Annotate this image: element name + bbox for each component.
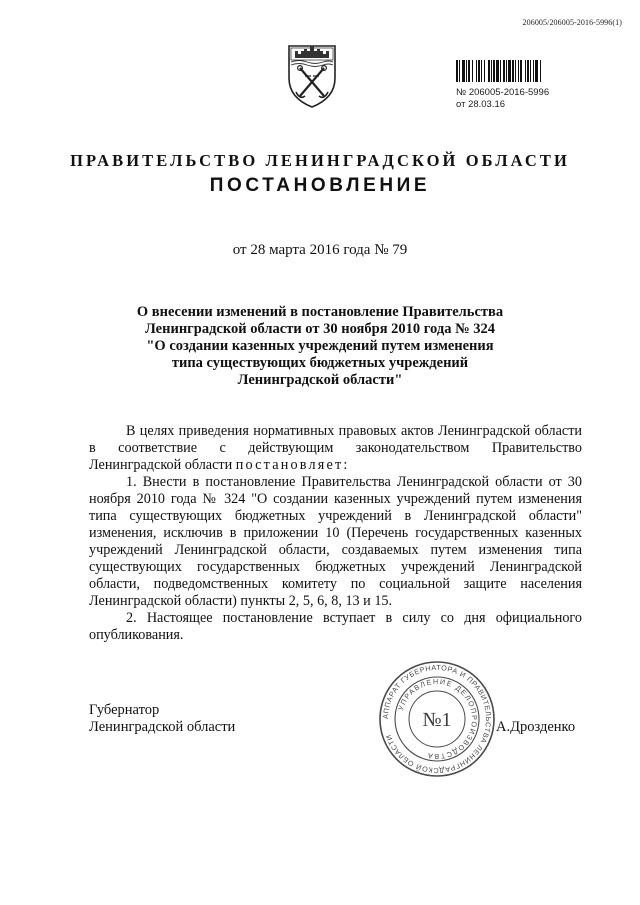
subject-line: "О создании казенных учреждений путем изменения (146, 338, 494, 354)
preamble-lead: постановляет: (235, 457, 350, 473)
signatory-position (89, 702, 235, 736)
preamble-text: В целях приведения нормативных правовых актов Ленинградской области в соответствие с действующим законодательством Правительство Ленинградской области (89, 423, 582, 473)
preamble-paragraph (89, 423, 582, 474)
subject-line: Ленинградской области от 30 ноября 2010 года № 324 (144, 321, 496, 337)
subject-line: О внесении изменений в постановление Правительства (136, 304, 504, 320)
registration-date: от 28.03.16 (456, 99, 506, 110)
stamp-center-text: №1 (422, 709, 452, 731)
official-stamp (378, 660, 496, 778)
position-line: Губернатор (89, 702, 160, 718)
stamp-inner-text: УПРАВЛЕНИЕ ДЕЛОПРОИЗВОДСТВА (396, 676, 480, 762)
government-title: ПРАВИТЕЛЬСТВО ЛЕНИНГРАДСКОЙ ОБЛАСТИ (70, 151, 570, 170)
decree-body (89, 423, 582, 644)
registration-block (456, 87, 549, 111)
decree-subject (100, 304, 540, 389)
barcode-bar (541, 60, 542, 82)
subject-line: типа существующих бюджетных учреждений (171, 355, 469, 371)
position-line: Ленинградской области (89, 719, 236, 735)
document-reference: 206005/206005-2016-5996(1) (522, 18, 622, 27)
stamp-outer-text: АППАРАТ ГУБЕРНАТОРА И ПРАВИТЕЛЬСТВА ЛЕНИНГРАДСКОЙ ОБЛАСТИ (380, 662, 494, 776)
registration-number: № 206005-2016-5996 (456, 87, 550, 98)
item-2-paragraph: 2. Настоящее постановление вступает в силу со дня официального опубликования. (89, 610, 582, 643)
barcode (456, 60, 612, 82)
item-1-paragraph: 1. Внести в постановление Правительства Ленинградской области от 30 ноября 2010 года № 324 "О создании казенных учреждений путем изменения типа существующих бюджетных учреждений в Ленинградской области" изменения, исключив в приложении 10 (Перечень государственных казенных учреждений Ленинградской области, создаваемых путем изменения типа существующих государственных бюджетных учреждений Ленинградской области, подведомственных комитету по социальной защите населения Ленинградской области) пункты 2, 5, 6, 8, 13 и 15. (89, 474, 582, 609)
signatory-name: А.Дрозденко (496, 719, 576, 735)
decree-date-number: от 28 марта 2016 года № 79 (232, 242, 408, 258)
coat-of-arms-icon (285, 40, 339, 110)
document-type-title: ПОСТАНОВЛЕНИЕ (209, 175, 431, 196)
subject-line: Ленинградской области" (237, 372, 403, 388)
